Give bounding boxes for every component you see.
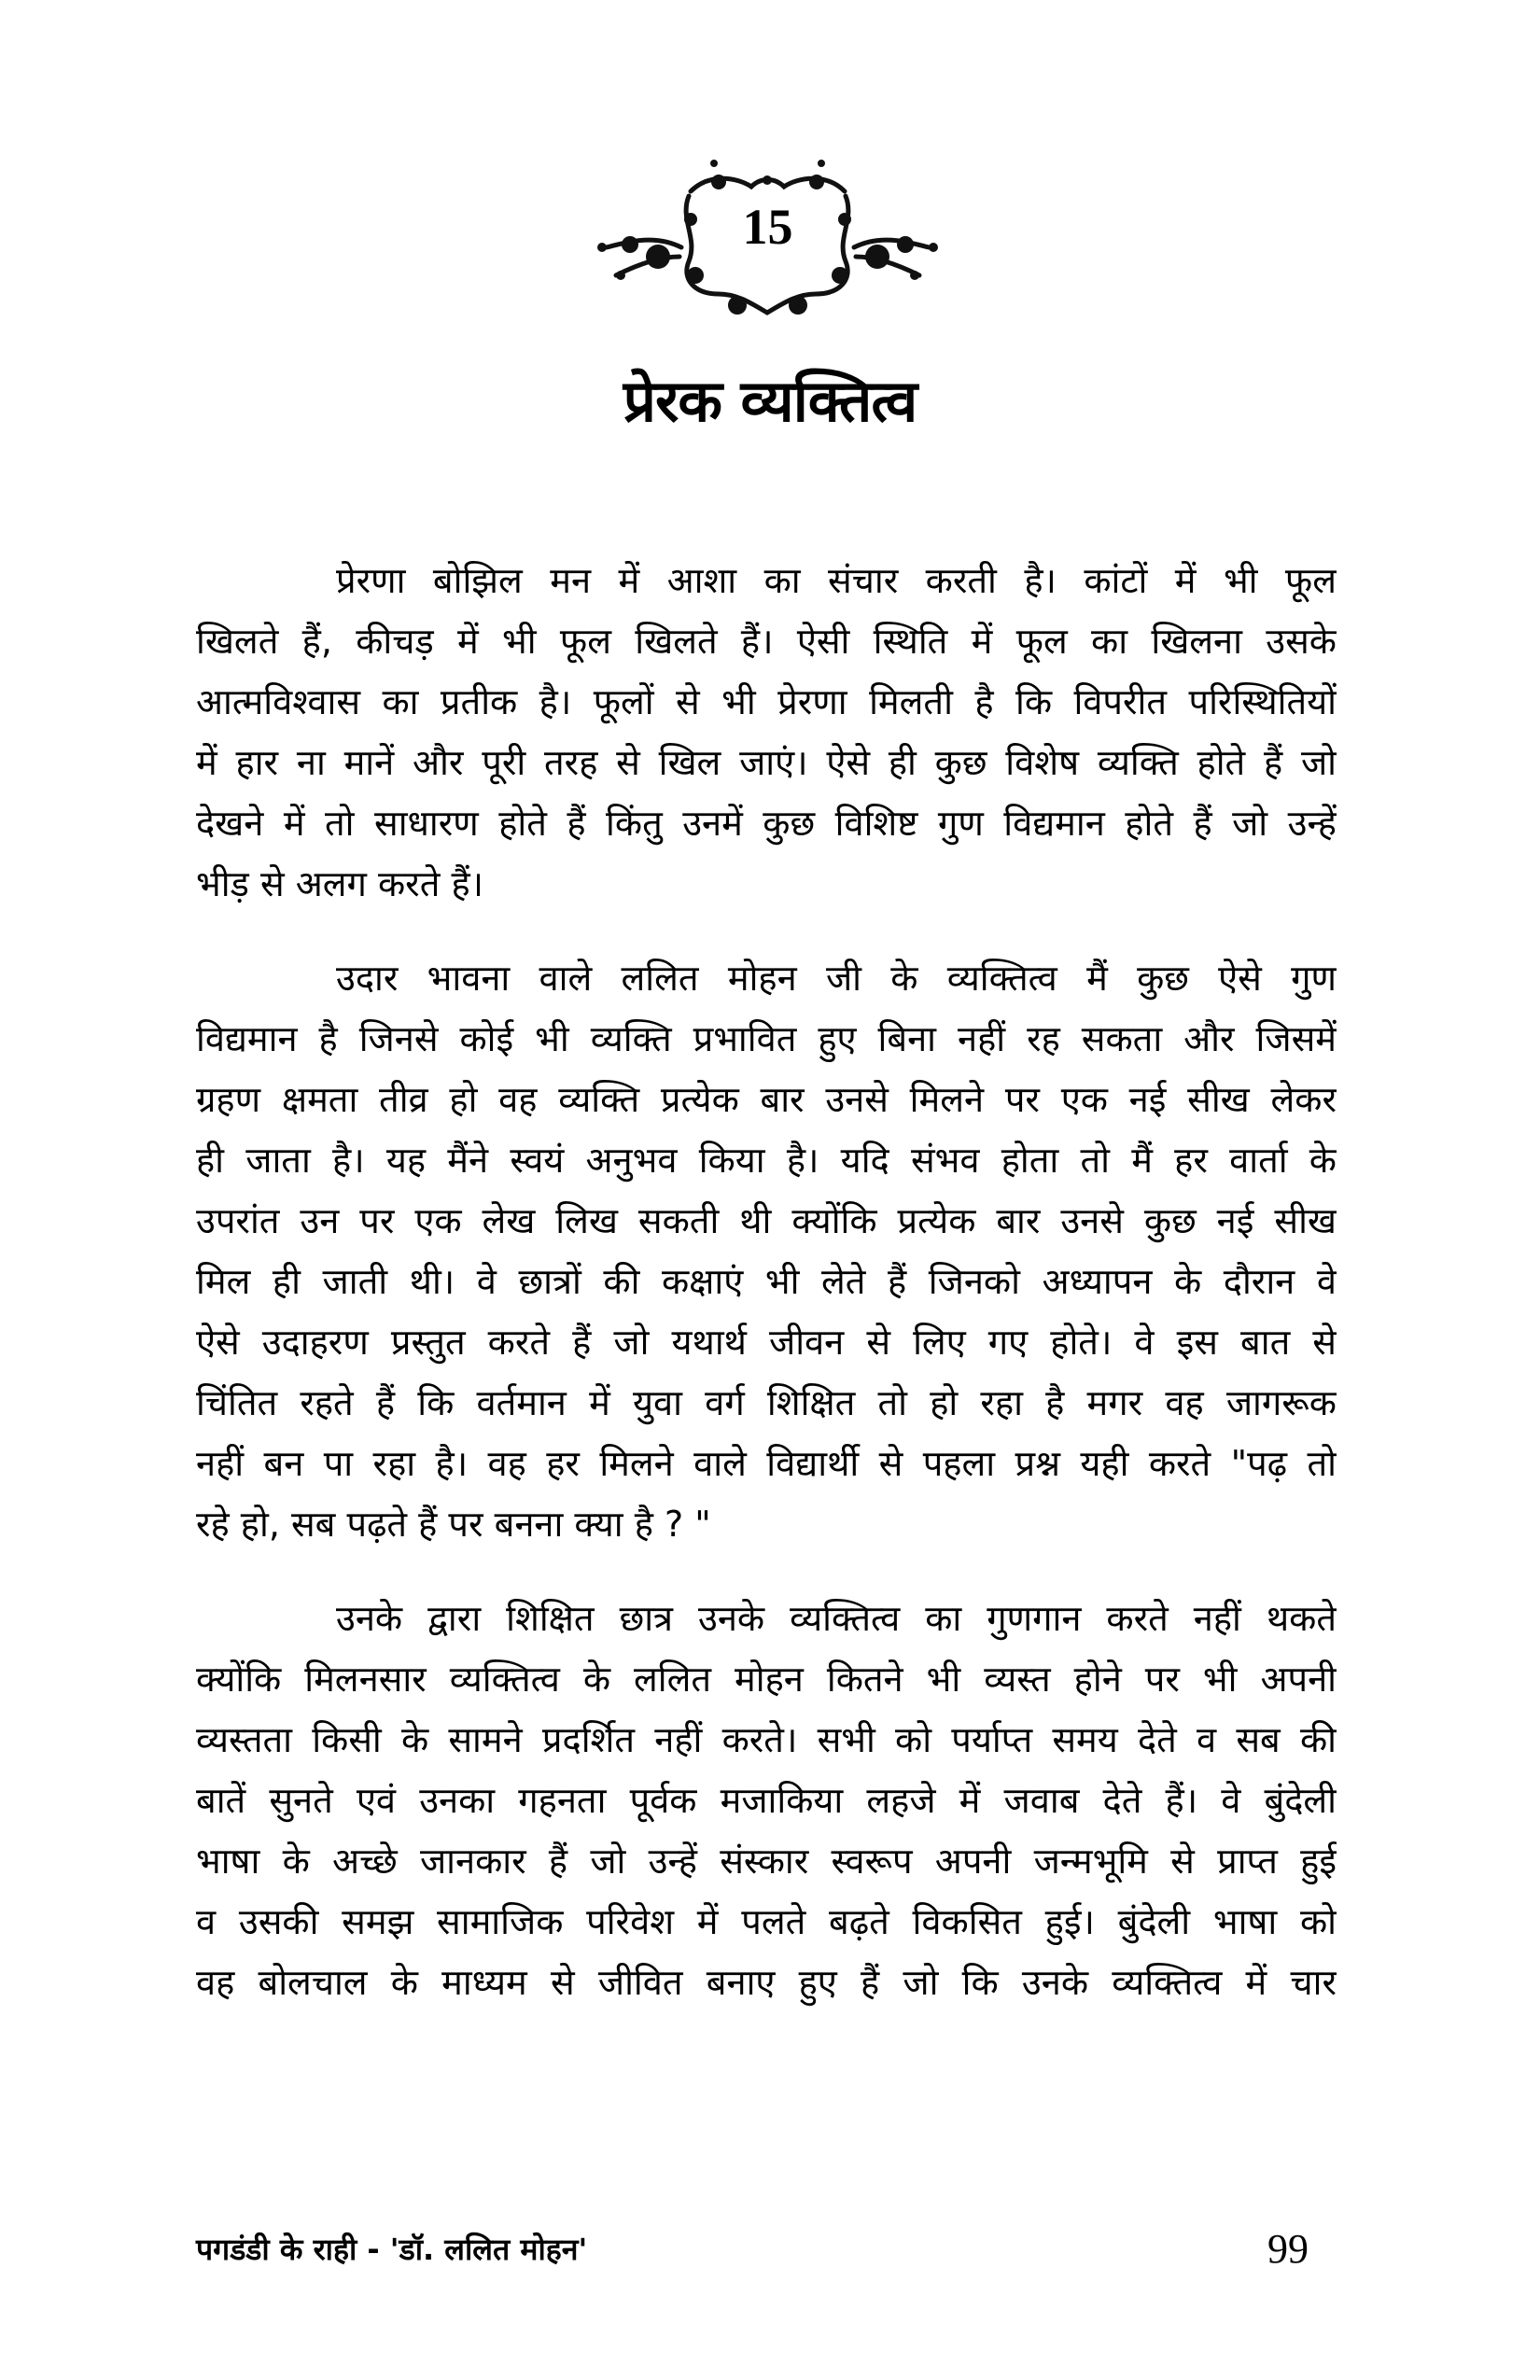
text-line: ही जाता है। यह मैंने स्वयं अनुभव किया है। यदि संभव होता तो मैं हर वार्ता के: [196, 1140, 1337, 1181]
paragraph-1: [196, 551, 1337, 915]
body-text: [196, 551, 1337, 2047]
text-line: उपरांत उन पर एक लेख लिख सकती थी क्योंकि प्रत्येक बार उनसे कुछ नई सीख: [196, 1200, 1337, 1241]
text-line: क्योंकि मिलनसार व्यक्तित्व के ललित मोहन कितने भी व्यस्त होने पर भी अपनी: [196, 1659, 1337, 1700]
text-line: व्यस्तता किसी के सामने प्रदर्शित नहीं करते। सभी को पर्याप्त समय देते व सब की: [196, 1719, 1337, 1760]
text-line: खिलते हैं, कीचड़ में भी फूल खिलते हैं। ऐसी स्थिति में फूल का खिलना उसके: [196, 621, 1337, 662]
text-line: बातें सुनते एवं उनका गहनता पूर्वक मजाकिया लहजे में जवाब देते हैं। वे बुंदेली: [196, 1780, 1337, 1821]
text-line: भीड़ से अलग करते हैं।: [196, 863, 484, 904]
text-line: ग्रहण क्षमता तीव्र हो वह व्यक्ति प्रत्येक बार उनसे मिलने पर एक नई सीख लेकर: [196, 1079, 1337, 1120]
text-line: विद्यमान है जिनसे कोई भी व्यक्ति प्रभावित हुए बिना नहीं रह सकता और जिसमें: [196, 1018, 1337, 1059]
chapter-ornament: [579, 154, 957, 322]
chapter-number: 15: [742, 199, 793, 255]
text-line: नहीं बन पा रहा है। वह हर मिलने वाले विद्यार्थी से पहला प्रश्न यही करते "पढ़ तो: [196, 1443, 1337, 1484]
text-line: उनके द्वारा शिक्षित छात्र उनके व्यक्तित्व का गुणगान करते नहीं थकते: [336, 1598, 1337, 1639]
chapter-title: प्रेरक व्यक्तित्व: [623, 367, 917, 435]
running-footer-title: पगडंडी के राही - 'डॉ. ललित मोहन': [196, 2232, 588, 2267]
text-line: प्रेरणा बोझिल मन में आशा का संचार करती है। कांटों में भी फूल: [336, 560, 1337, 601]
paragraph-2: [196, 948, 1337, 1555]
page-number: 99: [1267, 2226, 1309, 2272]
text-line: रहे हो, सब पढ़ते हैं पर बनना क्या है ? ": [196, 1504, 711, 1545]
text-line: चिंतित रहते हैं कि वर्तमान में युवा वर्ग शिक्षित तो हो रहा है मगर वह जागरूक: [196, 1382, 1337, 1423]
paragraph-3: [196, 1589, 1337, 2013]
text-line: व उसकी समझ सामाजिक परिवेश में पलते बढ़ते विकसित हुई। बुंदेली भाषा को: [196, 1901, 1337, 1942]
text-line: उदार भावना वाले ललित मोहन जी के व्यक्तित्व मैं कुछ ऐसे गुण: [336, 958, 1337, 999]
text-line: में हार ना मानें और पूरी तरह से खिल जाएं। ऐसे ही कुछ विशेष व्यक्ति होते हैं जो: [196, 742, 1337, 783]
text-line: ऐसे उदाहरण प्रस्तुत करते हैं जो यथार्थ जीवन से लिए गए होते। वे इस बात से: [196, 1322, 1337, 1363]
page-footer: [196, 2221, 1337, 2277]
text-line: देखने में तो साधारण होते हैं किंतु उनमें कुछ विशिष्ट गुण विद्यमान होते हैं जो उन्हें: [196, 803, 1337, 844]
text-line: वह बोलचाल के माध्यम से जीवित बनाए हुए हैं जो कि उनके व्यक्तित्व में चार: [196, 1962, 1337, 2003]
text-line: भाषा के अच्छे जानकार हैं जो उन्हें संस्कार स्वरूप अपनी जन्मभूमि से प्राप्त हुई: [196, 1841, 1337, 1882]
text-line: मिल ही जाती थी। वे छात्रों की कक्षाएं भी लेते हैं जिनको अध्यापन के दौरान वे: [196, 1261, 1337, 1302]
text-line: आत्मविश्वास का प्रतीक है। फूलों से भी प्रेरणा मिलती है कि विपरीत परिस्थितियों: [196, 681, 1337, 722]
